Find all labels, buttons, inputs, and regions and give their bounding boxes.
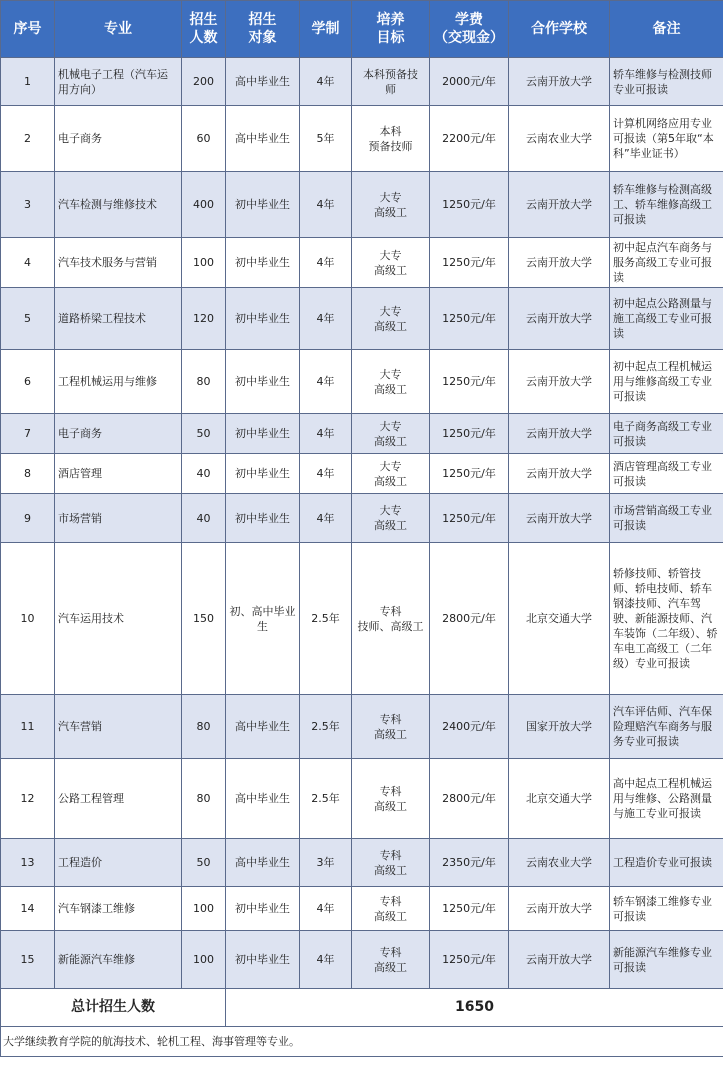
row-count: 150 — [182, 543, 226, 695]
row-goal — [352, 238, 430, 288]
row-partner: 北京交通大学 — [509, 759, 610, 839]
row-major: 新能源汽车维修 — [55, 931, 182, 989]
row-goal-line2: 技师、高级工 — [357, 619, 424, 633]
row-notes: 轿车钢漆工维修专业可报读 — [610, 887, 723, 931]
row-fee: 1250元/年 — [430, 288, 509, 350]
row-count: 80 — [182, 350, 226, 414]
row-major: 市场营销 — [55, 494, 182, 543]
row-goal — [352, 759, 430, 839]
row-years: 2.5年 — [300, 695, 352, 759]
row-target: 初、高中毕业生 — [226, 543, 300, 695]
table-row — [1, 931, 723, 989]
row-notes: 工程造价专业可报读 — [610, 839, 723, 887]
row-goal — [352, 172, 430, 238]
row-no: 7 — [1, 414, 55, 454]
header-count-line2: 人数 — [189, 30, 218, 46]
table-row — [1, 759, 723, 839]
row-partner: 北京交通大学 — [509, 543, 610, 695]
row-target: 初中毕业生 — [226, 887, 300, 931]
row-partner: 云南农业大学 — [509, 106, 610, 172]
row-goal-line1: 大专 — [379, 248, 402, 262]
row-years: 4年 — [300, 172, 352, 238]
header-target — [226, 1, 300, 58]
row-partner: 云南开放大学 — [509, 58, 610, 106]
row-goal-line1: 大专 — [379, 367, 402, 381]
row-fee: 2400元/年 — [430, 695, 509, 759]
row-fee: 2350元/年 — [430, 839, 509, 887]
row-target: 高中毕业生 — [226, 106, 300, 172]
row-goal-line2: 预备技师 — [368, 139, 413, 153]
row-years: 4年 — [300, 350, 352, 414]
row-notes: 汽车评估师、汽车保险理赔汽车商务与服务专业可报读 — [610, 695, 723, 759]
table-row — [1, 543, 723, 695]
row-target: 初中毕业生 — [226, 931, 300, 989]
row-count: 50 — [182, 839, 226, 887]
row-notes: 市场营销高级工专业可报读 — [610, 494, 723, 543]
header-fee-line1: 学费 — [455, 12, 483, 28]
table-row — [1, 494, 723, 543]
row-target: 高中毕业生 — [226, 695, 300, 759]
table-body — [1, 58, 723, 989]
row-goal-line2: 高级工 — [374, 727, 407, 741]
row-goal — [352, 695, 430, 759]
row-target: 高中毕业生 — [226, 839, 300, 887]
row-no: 12 — [1, 759, 55, 839]
row-major: 机械电子工程（汽车运用方向） — [55, 58, 182, 106]
row-fee: 2000元/年 — [430, 58, 509, 106]
row-years: 3年 — [300, 839, 352, 887]
row-years: 4年 — [300, 931, 352, 989]
row-target: 初中毕业生 — [226, 494, 300, 543]
row-years: 4年 — [300, 887, 352, 931]
total-value: 1650 — [226, 989, 723, 1027]
row-no: 3 — [1, 172, 55, 238]
table-row — [1, 350, 723, 414]
row-target: 高中毕业生 — [226, 58, 300, 106]
row-notes: 初中起点公路测量与施工高级工专业可报读 — [610, 288, 723, 350]
row-years: 4年 — [300, 414, 352, 454]
row-count: 100 — [182, 238, 226, 288]
row-fee: 1250元/年 — [430, 172, 509, 238]
table-row — [1, 887, 723, 931]
total-label: 总计招生人数 — [1, 989, 226, 1027]
row-target: 初中毕业生 — [226, 238, 300, 288]
row-target: 高中毕业生 — [226, 759, 300, 839]
row-count: 120 — [182, 288, 226, 350]
row-goal — [352, 288, 430, 350]
row-goal-line1: 专科 — [379, 894, 402, 908]
row-no: 9 — [1, 494, 55, 543]
row-partner: 云南开放大学 — [509, 350, 610, 414]
total-row — [1, 989, 723, 1027]
row-goal-line2: 高级工 — [374, 382, 407, 396]
row-fee: 1250元/年 — [430, 454, 509, 494]
row-count: 50 — [182, 414, 226, 454]
row-partner: 云南开放大学 — [509, 172, 610, 238]
row-goal-line2: 师 — [385, 82, 396, 96]
row-count: 100 — [182, 931, 226, 989]
row-goal-line2: 高级工 — [374, 863, 407, 877]
table-row — [1, 58, 723, 106]
row-goal-line1: 本科 — [379, 124, 402, 138]
row-goal-line2: 高级工 — [374, 799, 407, 813]
row-goal — [352, 454, 430, 494]
header-count-line1: 招生 — [189, 12, 218, 28]
row-major: 电子商务 — [55, 106, 182, 172]
row-partner: 云南开放大学 — [509, 454, 610, 494]
header-goal-line1: 培养 — [376, 12, 405, 28]
row-count: 60 — [182, 106, 226, 172]
header-notes: 备注 — [610, 1, 723, 58]
row-goal-line1: 专科 — [379, 945, 402, 959]
header-major: 专业 — [55, 1, 182, 58]
row-goal — [352, 106, 430, 172]
row-goal — [352, 350, 430, 414]
table-row — [1, 106, 723, 172]
row-notes: 计算机网络应用专业可报读（第5年取“本科”毕业证书） — [610, 106, 723, 172]
row-major: 汽车检测与维修技术 — [55, 172, 182, 238]
row-partner: 云南开放大学 — [509, 931, 610, 989]
table-row — [1, 238, 723, 288]
table-row — [1, 695, 723, 759]
row-goal-line1: 专科 — [379, 784, 402, 798]
row-years: 2.5年 — [300, 759, 352, 839]
row-count: 100 — [182, 887, 226, 931]
row-years: 4年 — [300, 58, 352, 106]
row-fee: 1250元/年 — [430, 238, 509, 288]
row-goal-line1: 专科 — [379, 848, 402, 862]
row-goal-line2: 高级工 — [374, 474, 407, 488]
row-no: 14 — [1, 887, 55, 931]
row-target: 初中毕业生 — [226, 414, 300, 454]
row-no: 8 — [1, 454, 55, 494]
row-goal — [352, 887, 430, 931]
row-years: 2.5年 — [300, 543, 352, 695]
row-major: 酒店管理 — [55, 454, 182, 494]
table-row — [1, 839, 723, 887]
row-goal — [352, 931, 430, 989]
row-fee: 1250元/年 — [430, 350, 509, 414]
row-no: 15 — [1, 931, 55, 989]
header-goal-line2: 目标 — [376, 30, 405, 46]
row-goal-line1: 大专 — [379, 419, 402, 433]
footer-note: 大学继续教育学院的航海技术、轮机工程、海事管理等专业。 — [1, 1027, 723, 1057]
row-partner: 云南开放大学 — [509, 494, 610, 543]
row-major: 汽车营销 — [55, 695, 182, 759]
header-years: 学制 — [300, 1, 352, 58]
row-major: 汽车钢漆工维修 — [55, 887, 182, 931]
table-row — [1, 288, 723, 350]
row-notes: 轿修技师、轿管技师、轿电技师、轿车钢漆技师、汽车驾驶、新能源技师、汽车装饰（二年级）、轿车电工高级工（二年级）专业可报读 — [610, 543, 723, 695]
row-years: 5年 — [300, 106, 352, 172]
row-target: 初中毕业生 — [226, 288, 300, 350]
row-goal — [352, 543, 430, 695]
row-goal-line2: 高级工 — [374, 909, 407, 923]
row-goal-line1: 专科 — [379, 604, 402, 618]
row-notes: 初中起点工程机械运用与维修高级工专业可报读 — [610, 350, 723, 414]
header-row — [1, 1, 723, 58]
row-goal-line1: 专科 — [379, 712, 402, 726]
row-no: 2 — [1, 106, 55, 172]
row-goal-line2: 高级工 — [374, 319, 407, 333]
row-partner: 云南农业大学 — [509, 839, 610, 887]
row-partner: 云南开放大学 — [509, 238, 610, 288]
row-goal — [352, 414, 430, 454]
row-fee: 2800元/年 — [430, 543, 509, 695]
row-goal-line2: 高级工 — [374, 519, 407, 532]
row-partner: 云南开放大学 — [509, 887, 610, 931]
row-notes: 轿车维修与检测高级工、轿车维修高级工可报读 — [610, 172, 723, 238]
row-major: 汽车运用技术 — [55, 543, 182, 695]
header-target-line1: 招生 — [248, 12, 277, 28]
row-fee: 2200元/年 — [430, 106, 509, 172]
row-target: 初中毕业生 — [226, 454, 300, 494]
row-major: 汽车技术服务与营销 — [55, 238, 182, 288]
table-row — [1, 454, 723, 494]
row-partner: 国家开放大学 — [509, 695, 610, 759]
row-fee: 2800元/年 — [430, 759, 509, 839]
row-no: 6 — [1, 350, 55, 414]
row-years: 4年 — [300, 454, 352, 494]
row-goal-line2: 高级工 — [374, 960, 407, 974]
header-fee — [430, 1, 509, 58]
row-target: 初中毕业生 — [226, 172, 300, 238]
row-no: 4 — [1, 238, 55, 288]
row-goal-line1: 大专 — [379, 304, 402, 318]
row-no: 1 — [1, 58, 55, 106]
row-notes: 酒店管理高级工专业可报读 — [610, 454, 723, 494]
row-notes: 电子商务高级工专业可报读 — [610, 414, 723, 454]
row-no: 11 — [1, 695, 55, 759]
row-goal — [352, 494, 430, 543]
row-goal-line1: 本科预备技 — [363, 67, 418, 81]
row-fee: 1250元/年 — [430, 887, 509, 931]
row-count: 200 — [182, 58, 226, 106]
header-target-line2: 对象 — [248, 30, 277, 46]
row-goal — [352, 58, 430, 106]
row-goal — [352, 839, 430, 887]
row-notes: 新能源汽车维修专业可报读 — [610, 931, 723, 989]
row-no: 5 — [1, 288, 55, 350]
row-partner: 云南开放大学 — [509, 414, 610, 454]
row-goal-line1: 大专 — [379, 459, 402, 473]
row-target: 初中毕业生 — [226, 350, 300, 414]
row-goal-line1: 大专 — [379, 190, 402, 204]
row-notes: 轿车维修与检测技师专业可报读 — [610, 58, 723, 106]
row-years: 4年 — [300, 494, 352, 543]
table-row — [1, 414, 723, 454]
row-count: 40 — [182, 454, 226, 494]
row-notes: 初中起点汽车商务与服务高级工专业可报读 — [610, 238, 723, 288]
row-years: 4年 — [300, 288, 352, 350]
row-major: 电子商务 — [55, 414, 182, 454]
row-count: 400 — [182, 172, 226, 238]
row-major: 道路桥梁工程技术 — [55, 288, 182, 350]
footer-row — [1, 1027, 723, 1057]
row-major: 工程机械运用与维修 — [55, 350, 182, 414]
row-fee: 1250元/年 — [430, 931, 509, 989]
row-count: 80 — [182, 695, 226, 759]
header-fee-line2: （交现金） — [434, 30, 504, 46]
row-no: 10 — [1, 543, 55, 695]
header-goal — [352, 1, 430, 58]
row-fee: 1250元/年 — [430, 414, 509, 454]
row-goal-line2: 高级工 — [374, 434, 407, 448]
header-partner: 合作学校 — [509, 1, 610, 58]
row-major: 公路工程管理 — [55, 759, 182, 839]
row-partner: 云南开放大学 — [509, 288, 610, 350]
row-goal-line1: 大专 — [379, 504, 402, 517]
row-goal-line2: 高级工 — [374, 205, 407, 219]
row-major: 工程造价 — [55, 839, 182, 887]
header-no: 序号 — [1, 1, 55, 58]
row-fee: 1250元/年 — [430, 494, 509, 543]
header-count — [182, 1, 226, 58]
row-no: 13 — [1, 839, 55, 887]
row-notes: 高中起点工程机械运用与维修、公路测量与施工专业可报读 — [610, 759, 723, 839]
row-goal-line2: 高级工 — [374, 263, 407, 277]
table-row — [1, 172, 723, 238]
row-count: 40 — [182, 494, 226, 543]
row-years: 4年 — [300, 238, 352, 288]
row-count: 80 — [182, 759, 226, 839]
